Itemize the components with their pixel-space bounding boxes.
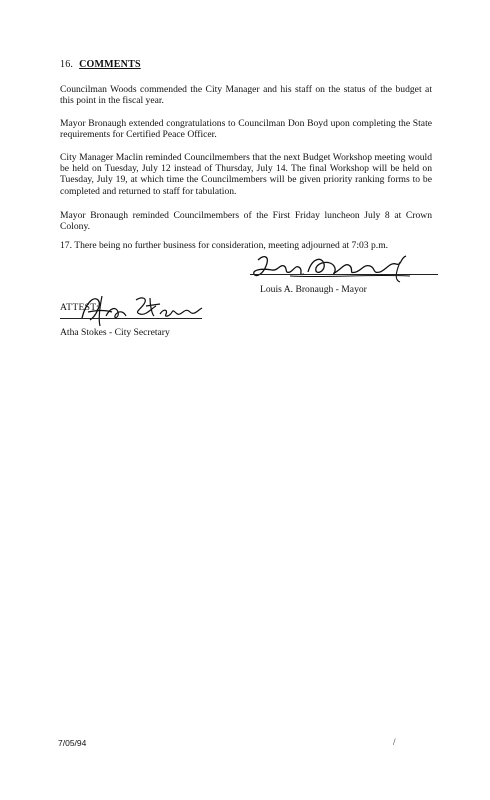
secretary-signature <box>76 292 206 332</box>
mayor-name: Louis A. Bronaugh - Mayor <box>260 284 367 295</box>
comment-paragraph-1: Councilman Woods commended the City Manager and his staff on the status of the budget at this point in the fiscal year. <box>60 84 432 107</box>
comment-paragraph-2: Mayor Bronaugh extended congratulations to Councilman Don Boyd upon completing the State requirements for Certified Peace Officer. <box>60 118 432 141</box>
secretary-name: Atha Stokes - City Secretary <box>60 327 170 338</box>
comment-paragraph-4: Mayor Bronaugh reminded Councilmembers of the First Friday luncheon July 8 at Crown Colony. <box>60 210 432 233</box>
mayor-signature <box>250 252 440 286</box>
footer-date: 7/05/94 <box>58 738 87 748</box>
adjournment-paragraph: 17. There being no further business for consideration, meeting adjourned at 7:03 p.m. <box>60 240 389 251</box>
section-number: 16. <box>60 59 74 70</box>
attest-label: ATTEST: <box>60 302 99 313</box>
secretary-signature-line <box>60 318 202 319</box>
section-title: COMMENTS <box>79 59 141 70</box>
footer-mark: / <box>393 737 396 747</box>
mayor-signature-line <box>250 274 438 275</box>
section-heading <box>60 59 141 70</box>
comment-paragraph-3: City Manager Maclin reminded Councilmembers that the next Budget Workshop meeting would be held on Tuesday, July 12 instead of Thursday, July 14. The final Workshop will be held on Tuesday, July 19, at which time the Councilmembers will be given priority ranking forms to be completed and returned to staff for tabulation. <box>60 152 432 197</box>
